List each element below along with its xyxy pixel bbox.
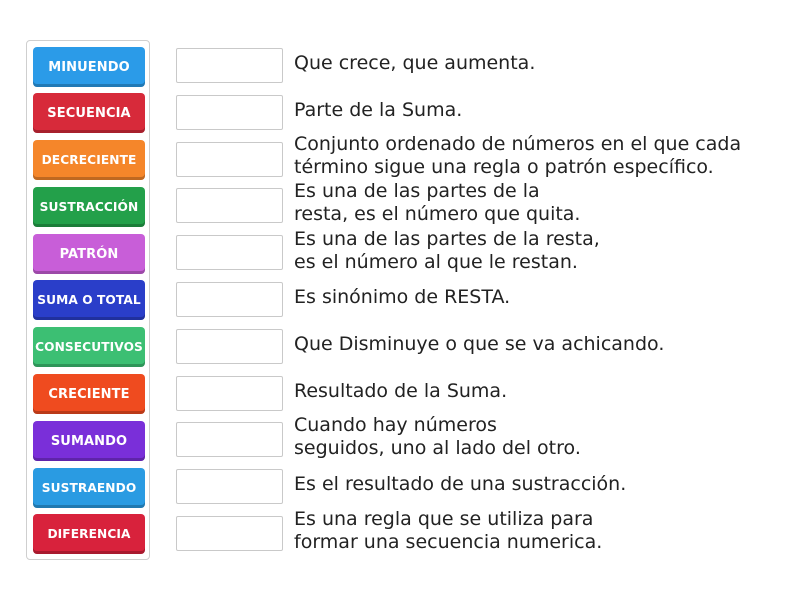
drop-slot-4[interactable] (176, 188, 283, 223)
tile-decreciente[interactable] (33, 140, 145, 180)
tile-label: PATRÓN (59, 246, 119, 262)
drop-slot-7[interactable] (176, 329, 283, 364)
clue-4 (294, 180, 774, 226)
drop-slot-5[interactable] (176, 235, 283, 270)
tile-secuencia[interactable] (33, 93, 145, 133)
clue-line: es el número al que le restan. (294, 251, 578, 273)
tile-label: CONSECUTIVOS (35, 340, 143, 354)
clue-9 (294, 414, 774, 460)
tile-label: SECUENCIA (47, 105, 131, 121)
tile-label: DIFERENCIA (47, 527, 131, 541)
tile-label: SUMANDO (50, 433, 128, 449)
clue-10 (294, 473, 774, 496)
tile-suma-o-total[interactable] (33, 280, 145, 320)
clue-line: Que crece, que aumenta. (294, 52, 536, 74)
clue-line: seguidos, uno al lado del otro. (294, 437, 581, 459)
clue-line: Conjunto ordenado de números en el que cada (294, 133, 742, 155)
clue-5 (294, 228, 774, 274)
clue-6 (294, 286, 774, 309)
tile-creciente[interactable] (33, 374, 145, 414)
clue-line: Es una regla que se utiliza para (294, 508, 594, 530)
clue-line: Cuando hay números (294, 414, 497, 436)
clue-2 (294, 99, 774, 122)
tile-patron[interactable] (33, 234, 145, 274)
tile-minuendo[interactable] (33, 47, 145, 87)
tile-label: DECRECIENTE (41, 153, 137, 167)
clue-line: Que Disminuye o que se va achicando. (294, 333, 665, 355)
tile-sustraccion[interactable] (33, 187, 145, 227)
tile-consecutivos[interactable] (33, 327, 145, 367)
word-bank (26, 40, 150, 560)
clue-7 (294, 333, 774, 356)
clue-line: Es una de las partes de la (294, 180, 540, 202)
clue-line: Es el resultado de una sustracción. (294, 473, 627, 495)
drop-slot-3[interactable] (176, 142, 283, 177)
clue-line: término sigue una regla o patrón específico. (294, 156, 714, 178)
clue-line: Parte de la Suma. (294, 99, 463, 121)
clue-3 (294, 133, 774, 179)
clue-line: resta, es el número que quita. (294, 203, 581, 225)
tile-label: SUSTRAENDO (41, 481, 137, 495)
drop-slot-8[interactable] (176, 376, 283, 411)
clue-11 (294, 508, 774, 554)
drop-slot-2[interactable] (176, 95, 283, 130)
tile-sustraendo[interactable] (33, 468, 145, 508)
clue-8 (294, 380, 774, 403)
clue-line: formar una secuencia numerica. (294, 531, 603, 553)
clue-line: Resultado de la Suma. (294, 380, 508, 402)
tile-label: MINUENDO (48, 59, 130, 75)
tile-label: SUMA O TOTAL (37, 293, 141, 307)
tile-label: SUSTRACCIÓN (39, 200, 139, 214)
clue-line: Es sinónimo de RESTA. (294, 286, 511, 308)
clue-1 (294, 52, 774, 75)
tile-sumando[interactable] (33, 421, 145, 461)
drop-slot-11[interactable] (176, 516, 283, 551)
clue-line: Es una de las partes de la resta, (294, 228, 600, 250)
drop-slot-1[interactable] (176, 48, 283, 83)
tile-diferencia[interactable] (33, 514, 145, 554)
drop-slot-10[interactable] (176, 469, 283, 504)
tile-label: CRECIENTE (48, 386, 130, 402)
drop-slot-6[interactable] (176, 282, 283, 317)
drop-slot-9[interactable] (176, 422, 283, 457)
